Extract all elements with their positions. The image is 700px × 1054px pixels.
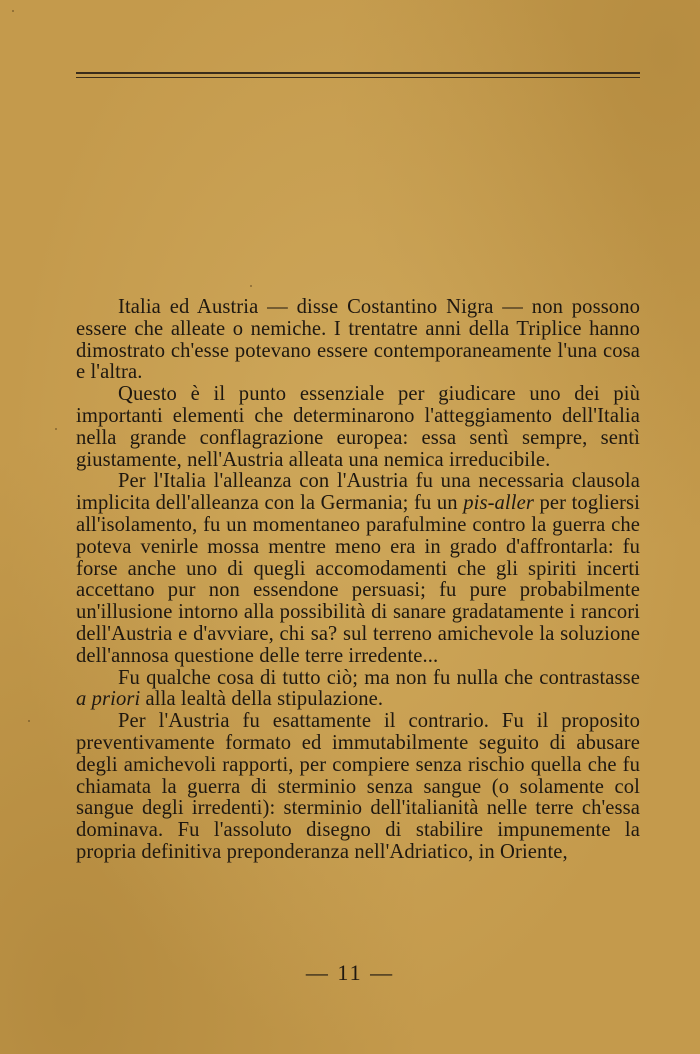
body-text — [76, 297, 640, 864]
paragraph-text: Fu qualche cosa di tutto ciò; ma non fu nulla che contrastasse — [118, 666, 640, 689]
paragraph-text: Italia ed Austria — disse Costantino Nigra — non possono essere che alleate o nemiche. I trentatre anni della Triplice hanno dimostrato ch'esse potevano essere contemporaneamente l'una cosa e l'altra. — [76, 296, 640, 384]
paragraph-text: Per l'Italia l'alleanza con l'Austria fu una necessaria clausola implicita dell'alleanza con la Germania; fu un — [76, 470, 640, 515]
paragraph-text: alla lealtà della stipulazione. — [140, 688, 384, 711]
paragraph-text: Questo è il punto essenziale per giudicare uno dei più importanti elementi che determinarono l'atteggiamento dell'Italia nella grande conflagrazione europea: essa sentì sempre, sentì giustamente, nell'Austria alleata una nemica irreducibile. — [76, 383, 640, 471]
paragraph — [76, 711, 640, 864]
paragraph — [76, 384, 640, 471]
paper-speck — [55, 428, 57, 430]
paragraph — [76, 297, 640, 384]
paper-speck — [250, 285, 252, 287]
paragraph — [76, 471, 640, 667]
header-rule-thin — [76, 77, 640, 78]
header-rule-thick — [76, 72, 640, 74]
paper-speck — [28, 720, 30, 722]
paragraph-text: Per l'Austria fu esattamente il contrario. Fu il proposito preventivamente formato ed immutabilmente seguito di abusare degli amichevoli rapporti, per compiere senza rischio quella che fu chiamata la guerra di sterminio senza sangue (o solamente col sangue degli irredenti): sterminio dell'italianità nelle terre ch'essa dominava. Fu l'assoluto disegno di stabilire impunemente la propria definitiva preponderanza nell'Adriatico, in Oriente, — [76, 710, 640, 863]
paragraph-text: per togliersi all'isolamento, fu un momentaneo parafulmine contro la guerra che poteva venirle mossa mentre meno era in grado d'affrontarla: fu forse anche uno di quegli accomodamenti che gli spiriti incerti accettano pur non essendone persuasi; fu pure probabilmente un'illusione intorno alla possibilità di sanare gradatamente i rancori dell'Austria e d'avviare, chi sa? sul terreno amichevole la soluzione dell'annosa questione delle terre irredente... — [76, 492, 640, 667]
italic-phrase: pis-aller — [463, 492, 534, 515]
paragraph — [76, 668, 640, 712]
italic-phrase: a priori — [76, 688, 141, 711]
page-number: — 11 — — [305, 960, 395, 985]
paper-speck — [12, 10, 14, 12]
